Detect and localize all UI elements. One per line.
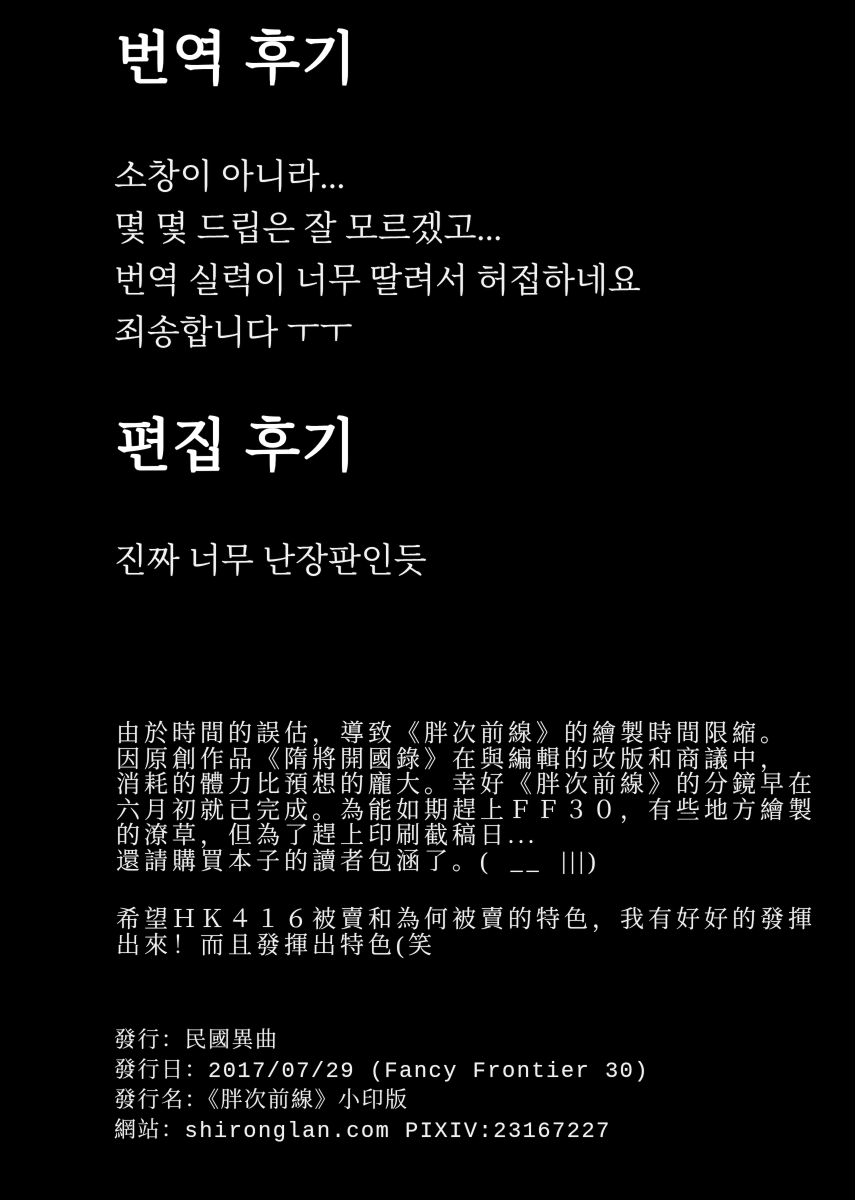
author-afterword-p1-line-4: 六月初就已完成。為能如期趕上ＦＦ３０，有些地方繪製 <box>116 797 816 824</box>
author-afterword-paragraph-1 <box>116 722 816 875</box>
colophon-publisher: 發行：民國異曲 <box>114 1029 279 1054</box>
author-afterword-paragraph-2 <box>116 908 816 959</box>
author-afterword-p1-line-3: 消耗的體力比預想的龐大。幸好《胖次前線》的分鏡早在 <box>116 772 816 798</box>
colophon-website: 網站：shironglan.com PIXIV:23167227 <box>114 1119 611 1144</box>
colophon-publish-date: 發行日：2017/07/29 (Fancy Frontier 30) <box>114 1059 650 1084</box>
colophon <box>114 1027 649 1147</box>
editing-afterword-line-1: 진짜 너무 난장판인듯 <box>114 543 427 580</box>
author-afterword-p1-line-1: 由於時間的誤估，導致《胖次前線》的繪製時間限縮。 <box>116 721 788 747</box>
editing-afterword-text <box>114 536 427 588</box>
translation-afterword-line-4: 죄송합니다 ㅜㅜ <box>114 315 353 352</box>
colophon-publication-name: 發行名：《胖次前線》小印版 <box>114 1089 409 1114</box>
translation-afterword-line-1: 소창이 아니라... <box>114 159 346 196</box>
translation-afterword-heading: 번역 후기 <box>116 27 358 91</box>
author-afterword-p2-line-2: 出來！而且發揮出特色(笑 <box>116 932 436 959</box>
translation-afterword-line-3: 번역 실력이 너무 딸려서 허접하네요 <box>114 263 641 300</box>
author-afterword-p1-line-6: 還請購買本子的讀者包涵了。(゚__゚|||) <box>116 848 600 875</box>
translation-afterword-text <box>114 152 641 360</box>
author-afterword-p1-line-2: 因原創作品《隋將開國錄》在與編輯的改版和商議中， <box>116 746 788 773</box>
author-afterword-p2-line-1: 希望ＨＫ４１６被賣和為何被賣的特色，我有好好的發揮 <box>116 907 816 933</box>
author-afterword-p1-line-5: 的潦草，但為了趕上印刷截稿日... <box>116 823 538 849</box>
editing-afterword-heading: 편집 후기 <box>116 414 358 478</box>
translation-afterword-line-2: 몇 몇 드립은 잘 모르겠고... <box>114 211 502 248</box>
